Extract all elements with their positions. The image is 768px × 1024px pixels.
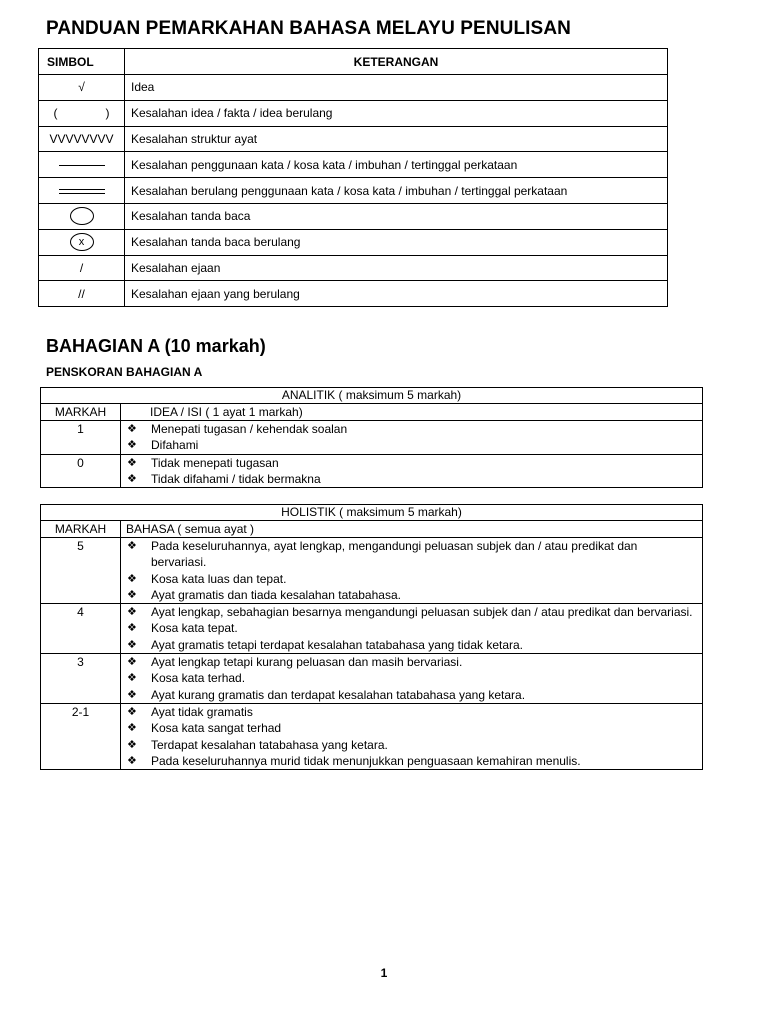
criteria-cell xyxy=(121,421,703,455)
diamond-bullet-icon: ❖ xyxy=(127,722,137,735)
criteria-cell xyxy=(121,654,703,704)
header-simbol: SIMBOL xyxy=(39,49,125,75)
criteria-item xyxy=(121,753,702,769)
mark-value: 3 xyxy=(41,654,121,704)
mark-value: 1 xyxy=(41,421,121,455)
criteria-list xyxy=(121,604,702,653)
criteria-list xyxy=(121,421,702,454)
diamond-bullet-icon: ❖ xyxy=(127,439,137,452)
analitik-col-idea: IDEA / ISI ( 1 ayat 1 markah) xyxy=(121,404,703,421)
holistik-table xyxy=(40,504,703,770)
criteria-text: Menepati tugasan / kehendak soalan xyxy=(151,422,348,436)
criteria-cell xyxy=(121,604,703,654)
analitik-title: ANALITIK ( maksimum 5 markah) xyxy=(41,388,703,404)
symbol-row xyxy=(39,178,668,204)
criteria-text: Difahami xyxy=(151,438,199,453)
circle-icon xyxy=(70,207,94,225)
diamond-bullet-icon: ❖ xyxy=(127,672,137,685)
symbol-description: Kesalahan tanda baca xyxy=(125,203,668,229)
rubric-row xyxy=(41,421,703,455)
rubric-row xyxy=(41,538,703,604)
header-keterangan: KETERANGAN xyxy=(125,49,668,75)
diamond-bullet-icon: ❖ xyxy=(127,705,137,718)
criteria-cell xyxy=(121,454,703,488)
criteria-item xyxy=(121,538,702,571)
mark-value: 5 xyxy=(41,538,121,604)
diamond-bullet-icon: ❖ xyxy=(127,622,137,635)
diamond-bullet-icon: ❖ xyxy=(127,423,137,435)
symbol-description: Kesalahan ejaan yang berulang xyxy=(125,281,668,307)
diamond-bullet-icon: ❖ xyxy=(127,588,137,601)
criteria-text: Pada keseluruhannya murid tidak menunjukkan penguasaan kemahiran menulis. xyxy=(151,753,581,768)
criteria-text: Tidak difahami / tidak bermakna xyxy=(151,471,321,486)
symbol-row xyxy=(39,126,668,152)
symbol-cell xyxy=(39,281,125,307)
criteria-item xyxy=(121,455,702,471)
symbol-cell xyxy=(39,75,125,101)
criteria-item xyxy=(121,687,702,703)
diamond-bullet-icon: ❖ xyxy=(127,572,137,585)
symbol-cell xyxy=(39,255,125,281)
symbol-row xyxy=(39,75,668,101)
symbol-table-header xyxy=(39,49,668,75)
diamond-bullet-icon: ❖ xyxy=(127,456,137,469)
criteria-item xyxy=(121,620,702,636)
rubric-row xyxy=(41,604,703,654)
analitik-col-markah: MARKAH xyxy=(41,404,121,421)
symbol-description: Kesalahan idea / fakta / idea berulang xyxy=(125,100,668,126)
mark-value: 0 xyxy=(41,454,121,488)
criteria-text: Ayat lengkap, sebahagian besarnya mengandungi peluasan subjek dan / atau predikat dan bervariasi. xyxy=(151,605,693,620)
criteria-text: Kosa kata tepat. xyxy=(151,621,238,636)
symbol-glyph: VVVVVVVV xyxy=(49,131,114,146)
criteria-list xyxy=(121,538,702,603)
symbol-row xyxy=(39,100,668,126)
symbol-row xyxy=(39,281,668,307)
symbol-row xyxy=(39,152,668,178)
symbol-cell xyxy=(39,178,125,204)
criteria-item xyxy=(121,571,702,587)
diamond-bullet-icon: ❖ xyxy=(127,656,137,669)
criteria-list xyxy=(121,455,702,488)
mark-value: 2-1 xyxy=(41,703,121,769)
criteria-text: Ayat kurang gramatis dan terdapat kesalahan tatabahasa yang ketara. xyxy=(151,687,526,702)
symbol-table xyxy=(38,48,668,307)
criteria-text: Kosa kata sangat terhad xyxy=(151,721,282,736)
criteria-text: Ayat tidak gramatis xyxy=(151,704,253,719)
mark-value: 4 xyxy=(41,604,121,654)
criteria-text: Ayat lengkap tetapi kurang peluasan dan masih bervariasi. xyxy=(151,655,463,670)
criteria-text: Tidak menepati tugasan xyxy=(151,455,279,470)
criteria-cell xyxy=(121,538,703,604)
criteria-text: Terdapat kesalahan tatabahasa yang ketara. xyxy=(151,737,388,752)
symbol-description: Kesalahan tanda baca berulang xyxy=(125,229,668,255)
diamond-bullet-icon: ❖ xyxy=(127,540,137,552)
holistik-title: HOLISTIK ( maksimum 5 markah) xyxy=(41,505,703,521)
diamond-bullet-icon: ❖ xyxy=(127,606,137,619)
criteria-item xyxy=(121,437,702,453)
rubric-row xyxy=(41,654,703,704)
criteria-text: Ayat gramatis tetapi terdapat kesalahan tatabahasa yang tidak ketara. xyxy=(151,637,524,652)
symbol-cell xyxy=(39,100,125,126)
diamond-bullet-icon: ❖ xyxy=(127,738,137,751)
symbol-row xyxy=(39,229,668,255)
diamond-bullet-icon: ❖ xyxy=(127,754,137,767)
symbol-description: Kesalahan berulang penggunaan kata / kosa kata / imbuhan / tertinggal perkataan xyxy=(125,178,668,204)
criteria-cell xyxy=(121,703,703,769)
criteria-text: Ayat gramatis dan tiada kesalahan tatabahasa. xyxy=(151,587,401,602)
holistik-col-bahasa: BAHASA ( semua ayat ) xyxy=(121,521,703,538)
criteria-item xyxy=(121,637,702,653)
symbol-description: Kesalahan struktur ayat xyxy=(125,126,668,152)
holistik-col-markah: MARKAH xyxy=(41,521,121,538)
diamond-bullet-icon: ❖ xyxy=(127,688,137,701)
criteria-item xyxy=(121,421,702,437)
criteria-item xyxy=(121,670,702,686)
document-title: PANDUAN PEMARKAHAN BAHASA MELAYU PENULISAN xyxy=(46,18,571,39)
single-underline-icon xyxy=(59,165,105,166)
section-subtitle: PENSKORAN BAHAGIAN A xyxy=(46,365,203,379)
criteria-text: Pada keseluruhannya, ayat lengkap, mengandungi peluasan subjek dan / atau predikat dan bervariasi. xyxy=(151,539,638,570)
symbol-row xyxy=(39,203,668,229)
page-number: 1 xyxy=(380,966,388,980)
symbol-glyph: // xyxy=(78,286,85,301)
criteria-item xyxy=(121,704,702,720)
criteria-list xyxy=(121,704,702,769)
criteria-item xyxy=(121,654,702,670)
symbol-cell xyxy=(39,203,125,229)
criteria-item xyxy=(121,587,702,603)
symbol-description: Kesalahan ejaan xyxy=(125,255,668,281)
section-title: BAHAGIAN A (10 markah) xyxy=(46,336,266,356)
circle-x-icon: x xyxy=(70,233,94,251)
criteria-list xyxy=(121,654,702,703)
diamond-bullet-icon: ❖ xyxy=(127,638,137,651)
diamond-bullet-icon: ❖ xyxy=(127,472,137,485)
symbol-description: Idea xyxy=(125,75,668,101)
symbol-glyph: / xyxy=(79,260,84,275)
symbol-cell xyxy=(39,126,125,152)
rubric-row xyxy=(41,703,703,769)
rubric-row xyxy=(41,454,703,488)
symbol-row xyxy=(39,255,668,281)
symbol-cell xyxy=(39,229,125,255)
criteria-text: Kosa kata luas dan tepat. xyxy=(151,571,287,586)
parentheses-symbol: ( ) xyxy=(53,106,110,121)
double-underline-icon xyxy=(59,189,105,194)
criteria-text: Kosa kata terhad. xyxy=(151,671,246,686)
criteria-item xyxy=(121,471,702,487)
criteria-item xyxy=(121,720,702,736)
symbol-glyph: √ xyxy=(78,80,85,95)
analitik-table xyxy=(40,387,703,488)
criteria-item xyxy=(121,737,702,753)
symbol-description: Kesalahan penggunaan kata / kosa kata / imbuhan / tertinggal perkataan xyxy=(125,152,668,178)
criteria-item xyxy=(121,604,702,620)
symbol-cell xyxy=(39,152,125,178)
